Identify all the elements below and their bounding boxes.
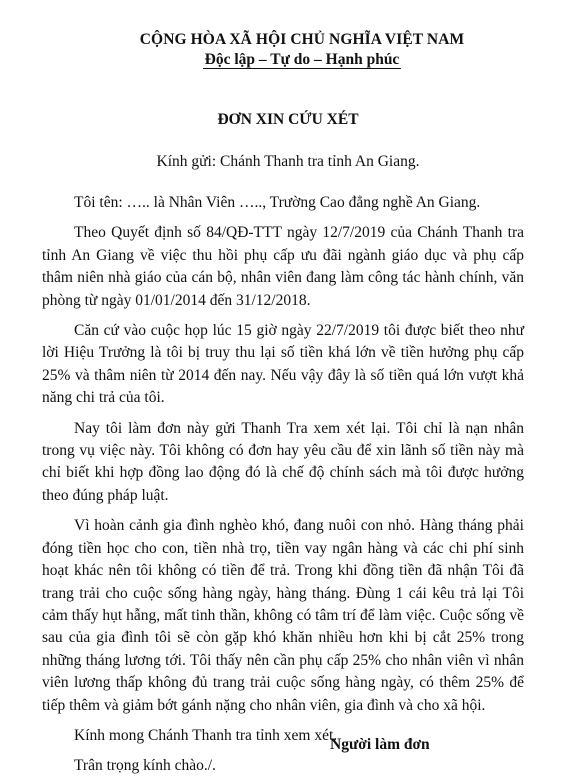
document-body — [42, 192, 524, 778]
document-title: ĐƠN XIN CỨU XÉT — [217, 111, 359, 128]
paragraph-request: Nay tôi làm đơn này gửi Thanh Tra xem xét lại. Tôi chỉ là nạn nhân trong vụ việc này. Tôi không có đơn hay yêu cầu để xin lãnh số tiền này mà chỉ biết khi hợp đồng lao động đó là chế độ chính sách mà tôi được hưởng theo đúng pháp luật. — [42, 419, 524, 504]
national-motto — [80, 50, 524, 70]
paragraph-appeal: Kính mong Chánh Thanh tra tỉnh xem xét. — [74, 726, 338, 744]
signer-label: Người làm đơn — [330, 736, 430, 753]
paragraph-decision: Theo Quyết định số 84/QĐ-TTT ngày 12/7/2019 của Chánh Thanh tra tỉnh An Giang về việc thu hồi phụ cấp ưu đãi ngành giáo dục và phụ cấp thâm niên nhà giáo của cán bộ, nhân viên đang làm công tác hành chính, văn phòng từ ngày 01/01/2014 đến 31/12/2018. — [42, 224, 524, 309]
national-heading: CỘNG HÒA XÃ HỘI CHỦ NGHĨA VIỆT NAM — [139, 31, 465, 48]
paragraph-circumstances: Vì hoàn cảnh gia đình nghèo khó, đang nuôi con nhỏ. Hàng tháng phải đóng tiền học cho con, tiền nhà trọ, tiền vay ngân hàng và các chi phí sinh hoạt khác nên tôi không có tiền để trả. Trong khi đồng tiền đã nhận Tôi đã trang trải cho cuộc sống hàng ngày, hàng tháng. Đùng 1 cái kêu trả lại Tôi cảm thấy hụt hẫng, mất tinh thần, không có tâm trí để làm việc. Cuộc sống về sau của gia đình tôi sẽ còn gặp khó khăn nhiều hơn khi bị cắt 25% trong những tháng lương tới. Tôi thấy nên cần phụ cấp 25% cho nhân viên vì nhân viên lương thấp không đủ trang trải cuộc sống hàng ngày, có thêm 25% để tiếp thêm và giảm bớt gánh nặng cho nhân viên, gia đình và cho xã hội. — [42, 517, 524, 714]
paragraph-applicant: Tôi tên: ….. là Nhân Viên ….., Trường Cao đẳng nghề An Giang. — [74, 194, 481, 211]
paragraph-closing: Trân trọng kính chào./. — [74, 757, 216, 775]
paragraph-meeting: Căn cứ vào cuộc họp lúc 15 giờ ngày 22/7/2019 tôi được biết theo như lời Hiệu Trưởng là tôi bị truy thu lại số tiền khá lớn về tiền hưởng phụ cấp 25% và thâm niên từ 2014 đến nay. Nếu vậy đây là số tiền quá lớn vượt khả năng chi trả của tôi. — [42, 322, 524, 407]
motto-text: Độc lập – Tự do – Hạnh phúc — [204, 51, 400, 68]
recipient-line: Kính gửi: Chánh Thanh tra tỉnh An Giang. — [156, 153, 420, 170]
